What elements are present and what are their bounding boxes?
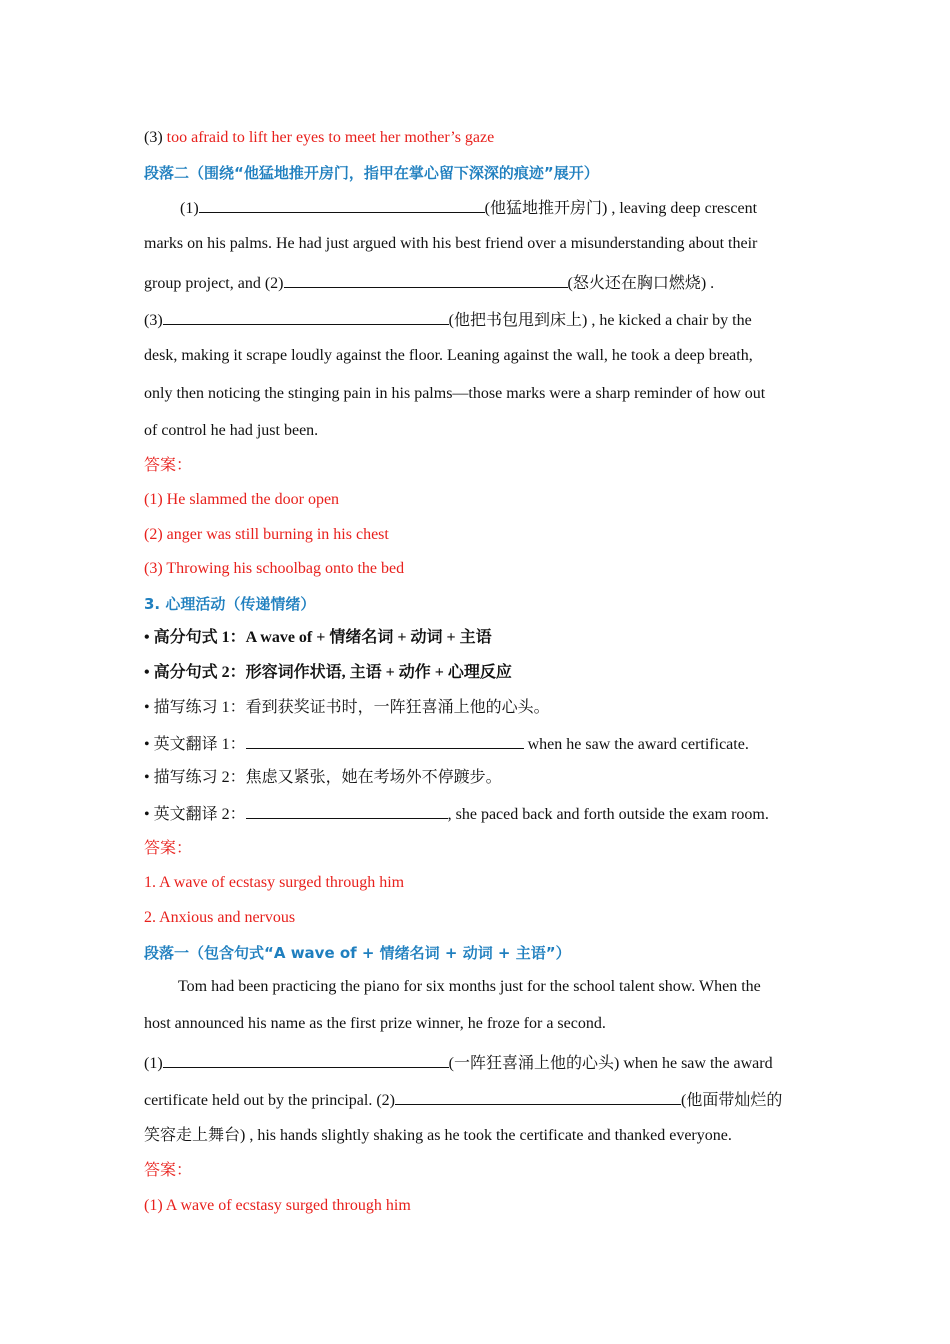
answer-label: 答案： [144,1162,193,1179]
blank-1[interactable] [199,197,485,213]
paragraph-one-line-2: host announced his name as the first prize winner, he froze for a second. [144,1015,606,1032]
answer-item: (2) anger was still burning in his chest [144,526,389,543]
paragraph-two-line-5: desk, making it scrape loudly against the floor. Leaning against the wall, he took a deep breath, [144,347,753,364]
blank-3[interactable] [163,309,449,325]
answer-item: (1) He slammed the door open [144,491,340,508]
paragraph-two-heading: 段落二（围绕“他猛地推开房门，指甲在掌心留下深深的痕迹”展开） [144,164,599,182]
exercise-2: • 描写练习 2：焦虑又紧张，她在考场外不停踱步。 [144,769,502,786]
pattern-1: • 高分句式 1：A wave of + 情绪名词 + 动词 + 主语 [144,629,492,646]
paragraph-two-line-2: marks on his palms. He had just argued with his best friend over a misunderstanding about their [144,235,758,252]
translation-1: • 英文翻译 1： when he saw the award certificate. [144,733,749,755]
paragraph-two-line-4: (3) (他把书包甩到床上) , he kicked a chair by the [144,309,752,331]
paragraph-one-line-1: Tom had been practicing the piano for six months just for the school talent show. When the [178,978,761,995]
paragraph-one-line-5: 笑容走上舞台) , his hands slightly shaking as he took the certificate and thanked everyone. [144,1127,732,1144]
paragraph-two-line-3: group project, and (2) (怒火还在胸口燃烧) . [144,272,714,294]
paragraph-one-line-4: certificate held out by the principal. (2) (他面带灿烂的 [144,1089,782,1111]
blank-p1-1[interactable] [163,1052,449,1068]
paragraph-one-heading: 段落一（包含句式“A wave of + 情绪名词 + 动词 + 主语”） [144,944,571,962]
section-3-heading: 3. 心理活动（传递情绪） [144,595,316,613]
paragraph-one-line-3: (1) (一阵狂喜涌上他的心头) when he saw the award [144,1052,773,1074]
answer-item: 2. Anxious and nervous [144,909,296,926]
answer-item: (3) Throwing his schoolbag onto the bed [144,560,405,577]
paragraph-two-line-6: only then noticing the stinging pain in his palms—those marks were a sharp reminder of how out [144,385,766,402]
previous-answer-3: (3) too afraid to lift her eyes to meet her mother’s gaze [144,129,495,146]
exercise-1: • 描写练习 1：看到获奖证书时，一阵狂喜涌上他的心头。 [144,699,550,716]
paragraph-two-line-1: (1) (他猛地推开房门) , leaving deep crescent [180,197,757,219]
answer-item: (1) A wave of ecstasy surged through him [144,1197,411,1214]
blank-translation-1[interactable] [246,733,524,749]
blank-translation-2[interactable] [246,803,448,819]
blank-2[interactable] [284,272,568,288]
pattern-2: • 高分句式 2：形容词作状语, 主语 + 动作 + 心理反应 [144,664,512,681]
answer-label: 答案： [144,840,193,857]
translation-2: • 英文翻译 2： , she paced back and forth outside the exam room. [144,803,769,825]
answer-item: 1. A wave of ecstasy surged through him [144,874,405,891]
answer-label: 答案： [144,457,193,474]
paragraph-two-line-7: of control he had just been. [144,422,319,439]
blank-p1-2[interactable] [395,1089,681,1105]
